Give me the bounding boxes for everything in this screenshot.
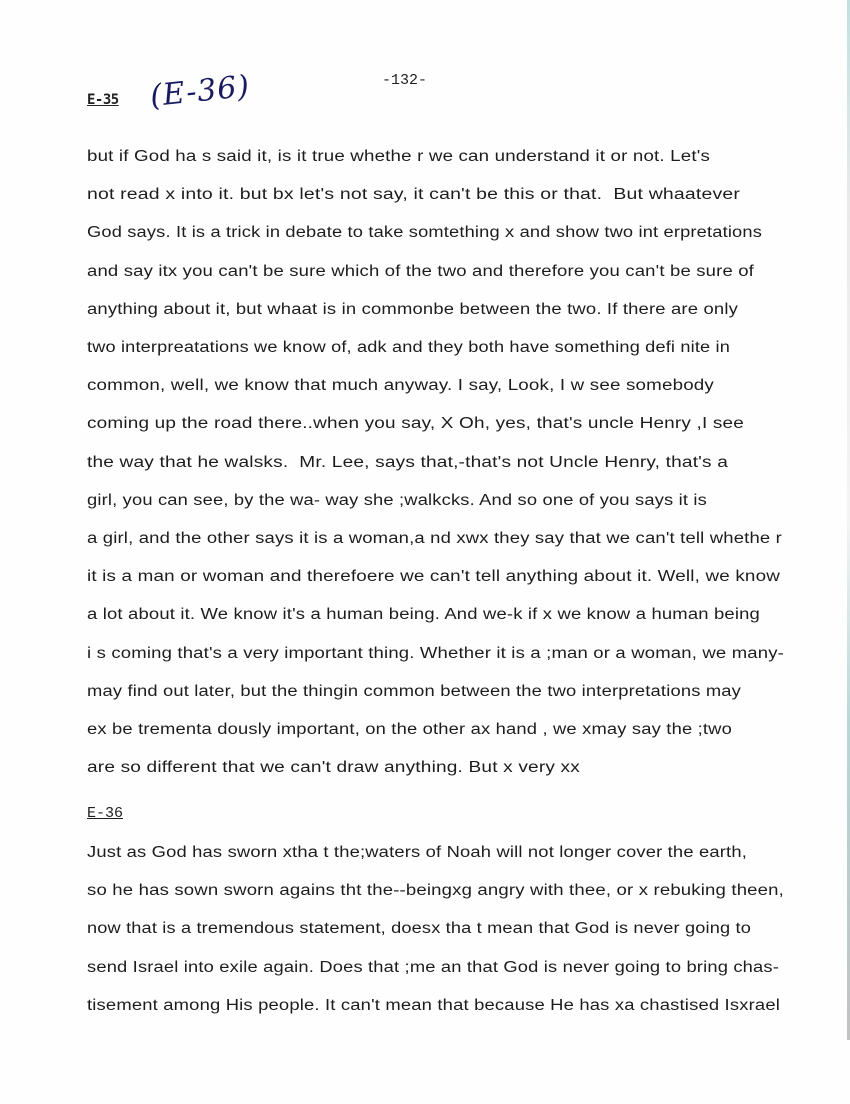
text-line: now that is a tremendous statement, doesx tha t mean that God is never going to (87, 920, 751, 938)
text-line: two interpreatations we know of, adk and they both have something defi nite in (87, 339, 730, 356)
text-line: a lot about it. We know it's a human being. And we-k if x we know a human being (87, 606, 760, 624)
text-line: ex be trementa dously important, on the other ax hand , we xmay say the ;two (87, 721, 732, 738)
text-line: God says. It is a trick in debate to take somtething x and show two int erpretations (87, 224, 762, 242)
text-line: so he has sown sworn agains tht the--beingxg angry with thee, or x rebuking theen, (87, 882, 785, 900)
text-line: tisement among His people. It can't mean that because He has xa chastised Isxrael (87, 996, 780, 1014)
text-line: are so different that we can't draw anything. But x very xx (87, 759, 580, 777)
text-line: common, well, we know that much anyway. I say, Look, I w see somebody (87, 377, 714, 395)
text-line: coming up the road there..when you say, X Oh, yes, that's uncle Henry ,I see (87, 415, 744, 433)
page-number: -132- (382, 72, 428, 89)
handwritten-annotation: (E-36) (148, 68, 252, 115)
section-code: E-35 (87, 92, 119, 108)
text-line: the way that he walsks. Mr. Lee, says that,-that's not Uncle Henry, that's a (87, 453, 728, 471)
text-line: Just as God has sworn xtha t the;waters of Noah will not longer cover the earth, (87, 844, 747, 861)
text-line: and say itx you can't be sure which of the two and therefore you can't be sure of (87, 262, 754, 280)
section-marker: E-36 (87, 805, 124, 822)
text-line: but if God ha s said it, is it true whethe r we can understand it or not. Let's (87, 148, 710, 165)
text-line: send Israel into exile again. Does that ;me an that God is never going to bring chas- (87, 958, 780, 976)
text-line: not read x into it. but bx let's not say, it can't be this or that. But whaatever (87, 186, 740, 204)
text-line: a girl, and the other says it is a woman,a nd xwx they say that we can't tell whethe r (87, 530, 783, 547)
text-line: girl, you can see, by the wa- way she ;walkcks. And so one of you says it is (87, 491, 707, 509)
text-line: anything about it, but whaat is in commonbe between the two. If there are only (87, 300, 738, 318)
text-line: may find out later, but the thingin common between the two interpretations may (87, 682, 741, 700)
text-line: i s coming that's a very important thing. Whether it is a ;man or a woman, we many- (87, 644, 784, 662)
text-line: it is a man or woman and therefoere we can't tell anything about it. Well, we know (87, 568, 780, 586)
